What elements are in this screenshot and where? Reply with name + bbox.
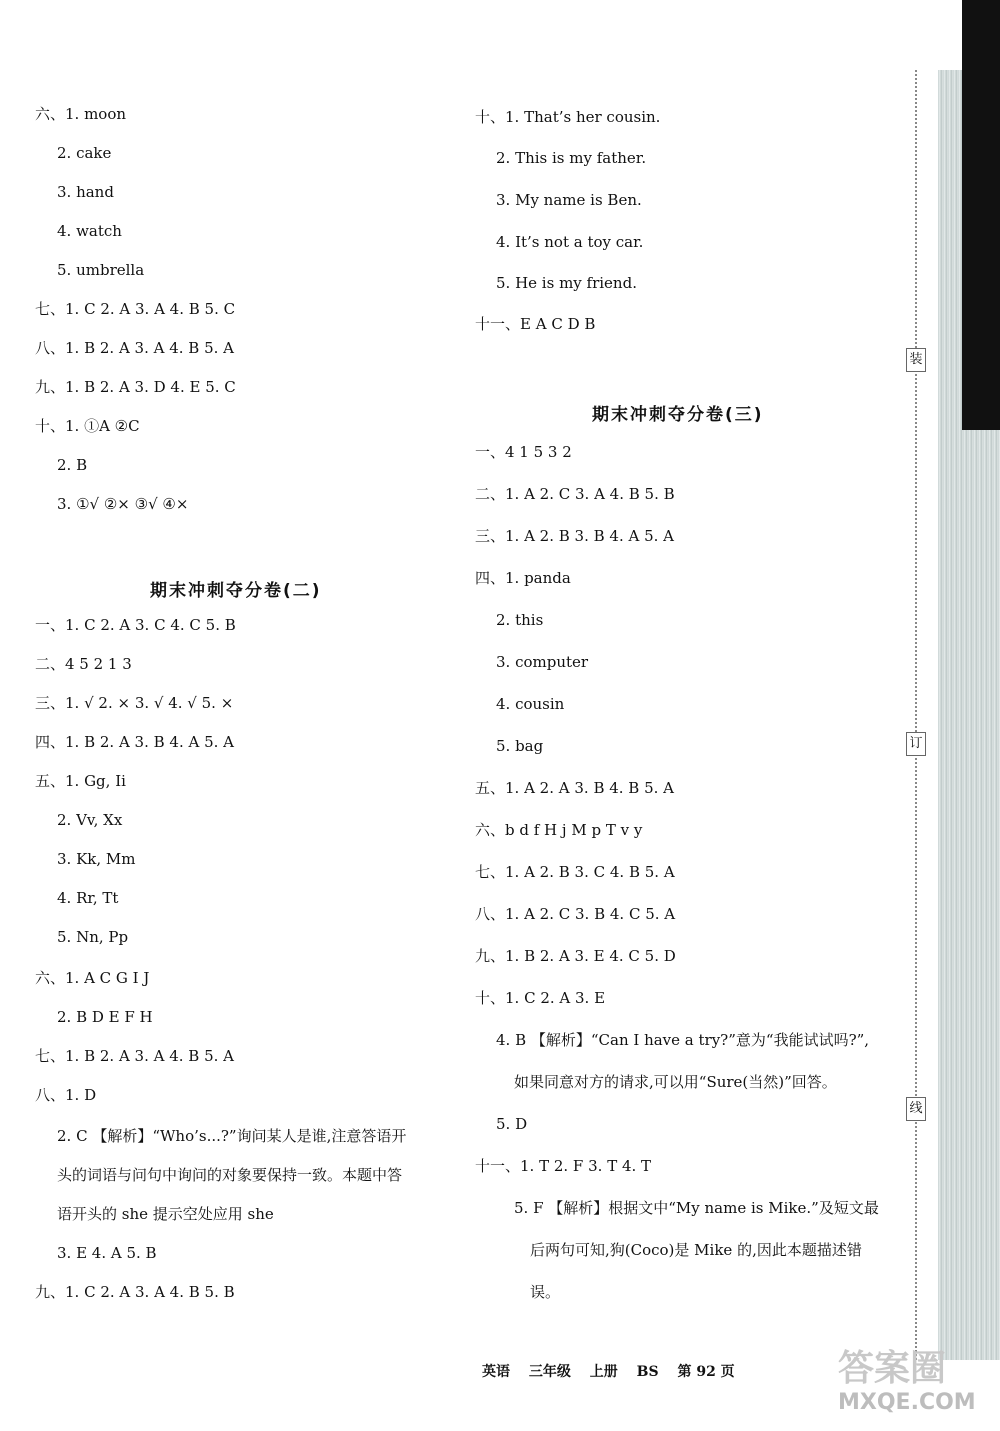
answer-line: 3. hand [57, 183, 114, 201]
watermark-logo [838, 1340, 988, 1420]
footer-page-number: 第 92 页 [677, 1364, 735, 1380]
answer-line: 3. My name is Ben. [496, 191, 642, 209]
answer-line: 四、1. panda [475, 569, 571, 587]
answer-line: 六、1. moon [35, 105, 127, 123]
answer-line: 二、1. A 2. C 3. A 4. B 5. B [475, 485, 675, 503]
answer-line: 十一、E A C D B [475, 315, 596, 333]
answer-line: 2. cake [57, 144, 112, 162]
answer-line: 3. E 4. A 5. B [57, 1244, 157, 1262]
answer-line: 如果同意对方的请求,可以用“Sure(当然)”回答。 [514, 1073, 837, 1091]
answer-line: 七、1. C 2. A 3. A 4. B 5. C [35, 300, 236, 318]
answer-line: 十、1. ①A ②C [35, 417, 140, 435]
answer-line: 六、1. A C G I J [35, 969, 150, 987]
binding-dotted-line [915, 70, 917, 1360]
answer-line: 二、4 5 2 1 3 [35, 655, 132, 673]
answer-line: 4. cousin [496, 695, 565, 713]
answer-line: 5. umbrella [57, 261, 145, 279]
binding-char-top: 装 [906, 348, 926, 372]
footer-edition: BS [636, 1364, 659, 1380]
answer-line: 九、1. B 2. A 3. E 4. C 5. D [475, 947, 676, 965]
answer-line: 头的词语与问句中询问的对象要保持一致。本题中答 [57, 1166, 403, 1184]
watermark-line2: MXQE.COM [838, 1390, 976, 1415]
answer-line: 3. ①√ ②× ③√ ④× [57, 495, 189, 513]
answer-line: 八、1. A 2. C 3. B 4. C 5. A [475, 905, 676, 923]
answer-line: 4. watch [57, 222, 122, 240]
page-footer [482, 1361, 749, 1381]
answer-line: 3. computer [496, 653, 589, 671]
answer-line: 六、b d f H j M p T v y [475, 821, 643, 839]
answer-line: 2. This is my father. [496, 149, 647, 167]
answer-line: 十、1. That’s her cousin. [475, 108, 661, 126]
answer-line: 5. F 【解析】根据文中“My name is Mike.”及短文最 [514, 1199, 879, 1217]
answer-line: 三、1. A 2. B 3. B 4. A 5. A [475, 527, 675, 545]
answer-line: 5. D [496, 1115, 528, 1133]
answer-line: 4. Rr, Tt [57, 889, 119, 907]
answer-line: 5. He is my friend. [496, 274, 637, 292]
footer-subject: 英语 [482, 1364, 510, 1380]
section-title: 期末冲刺夺分卷(二) [150, 581, 322, 601]
answer-line: 八、1. D [35, 1086, 97, 1104]
answer-line: 2. Vv, Xx [57, 811, 123, 829]
answer-line: 十一、1. T 2. F 3. T 4. T [475, 1157, 652, 1175]
answer-line: 3. Kk, Mm [57, 850, 136, 868]
answer-line: 九、1. C 2. A 3. A 4. B 5. B [35, 1283, 235, 1301]
answer-line: 八、1. B 2. A 3. A 4. B 5. A [35, 339, 235, 357]
watermark-line1: 答案圈 [838, 1348, 947, 1389]
answer-line: 误。 [530, 1283, 561, 1301]
answer-line: 七、1. A 2. B 3. C 4. B 5. A [475, 863, 675, 881]
answer-line: 后两句可知,狗(Coco)是 Mike 的,因此本题描述错 [530, 1241, 862, 1259]
section-title: 期末冲刺夺分卷(三) [592, 405, 764, 425]
answer-line: 三、1. √ 2. × 3. √ 4. √ 5. × [35, 694, 234, 712]
answer-line: 四、1. B 2. A 3. B 4. A 5. A [35, 733, 235, 751]
answer-line: 七、1. B 2. A 3. A 4. B 5. A [35, 1047, 235, 1065]
answer-line: 五、1. A 2. A 3. B 4. B 5. A [475, 779, 675, 797]
answer-line: 2. this [496, 611, 544, 629]
answer-line: 4. It’s not a toy car. [496, 233, 644, 251]
answer-line: 一、4 1 5 3 2 [475, 443, 572, 461]
answer-line: 十、1. C 2. A 3. E [475, 989, 606, 1007]
answer-line: 五、1. Gg, Ii [35, 772, 126, 790]
binding-char-mid: 订 [906, 732, 926, 756]
answer-line: 5. Nn, Pp [57, 928, 129, 946]
binding-char-bottom: 线 [906, 1097, 926, 1121]
answer-line: 5. bag [496, 737, 544, 755]
answer-line: 2. B D E F H [57, 1008, 153, 1026]
scan-shadow [962, 0, 1000, 430]
footer-volume: 上册 [589, 1364, 618, 1380]
answer-line: 九、1. B 2. A 3. D 4. E 5. C [35, 378, 236, 396]
answer-line: 4. B 【解析】“Can I have a try?”意为“我能试试吗?”, [496, 1031, 870, 1049]
answer-line: 语开头的 she 提示空处应用 she [57, 1205, 274, 1223]
answer-line: 2. B [57, 456, 88, 474]
answer-line: 2. C 【解析】“Who’s...?”询问某人是谁,注意答语开 [57, 1127, 407, 1145]
footer-grade: 三年级 [528, 1364, 571, 1380]
answer-line: 一、1. C 2. A 3. C 4. C 5. B [35, 616, 236, 634]
